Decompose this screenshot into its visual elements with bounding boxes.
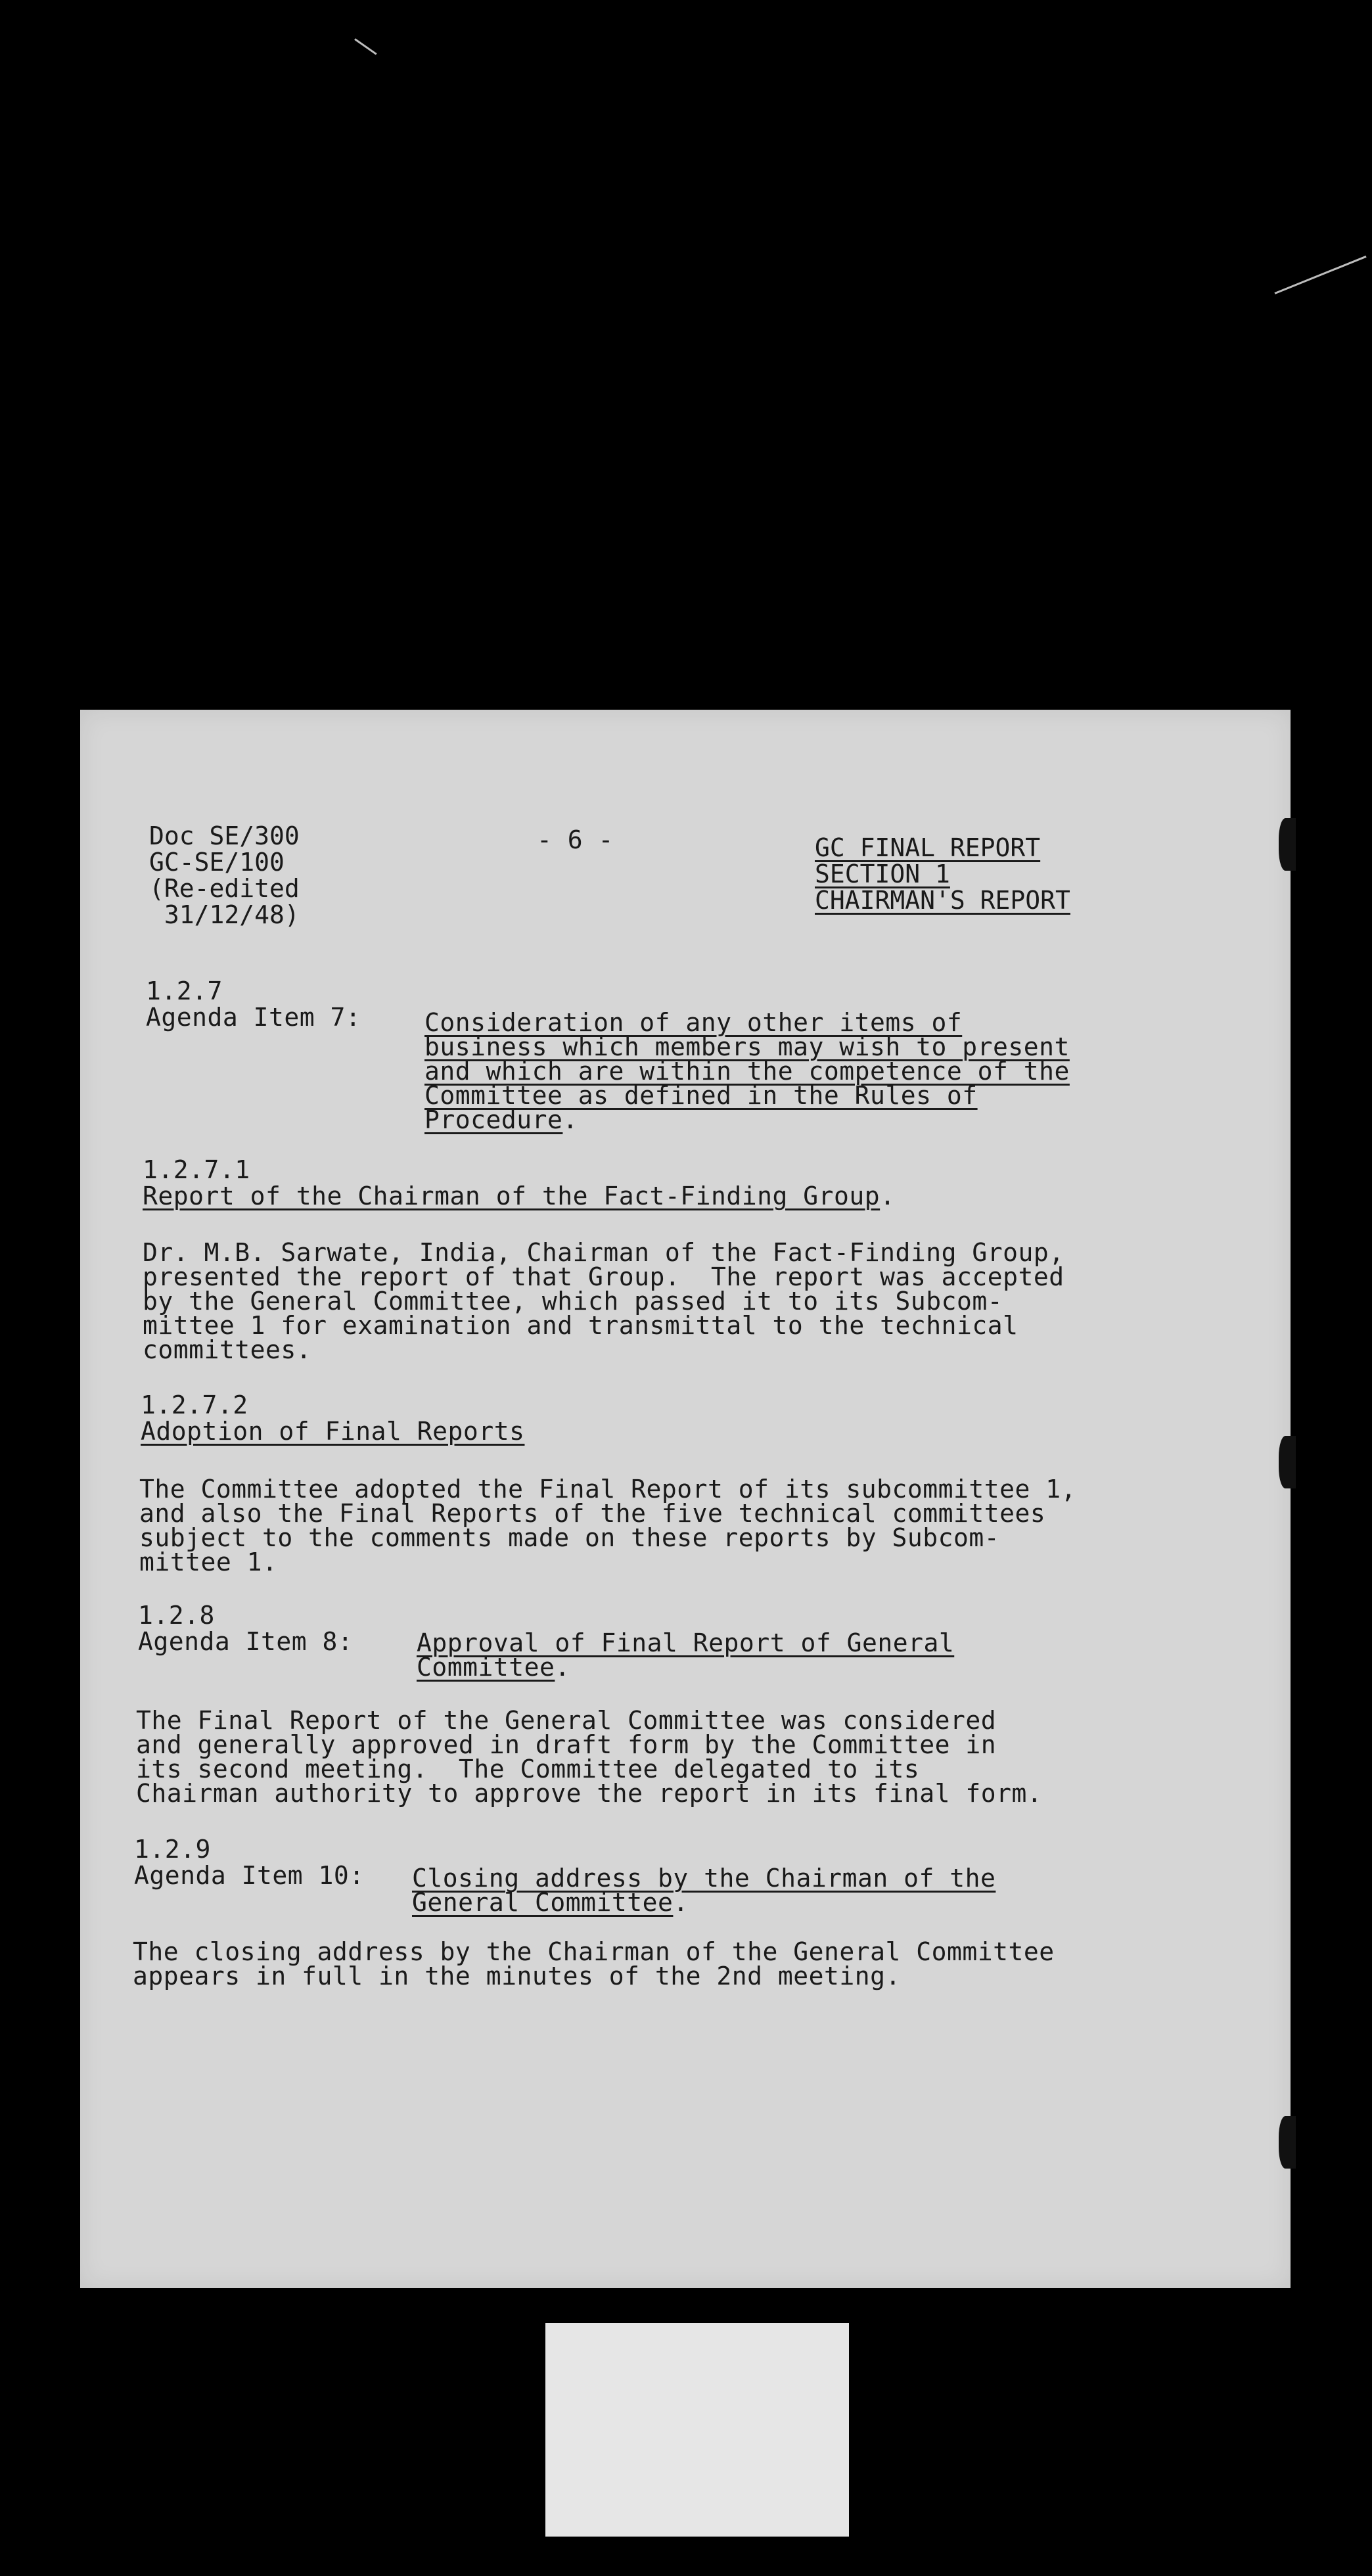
- body-line: subject to the comments made on these reports by Subcom-: [139, 1523, 1000, 1552]
- agenda-title-end: .: [562, 1105, 578, 1134]
- section-number: 1.2.7.2: [141, 1391, 248, 1419]
- body-line: committees.: [143, 1335, 312, 1364]
- agenda-title-end: .: [555, 1653, 570, 1682]
- agenda-title-line: Committee: [417, 1653, 555, 1682]
- body-line: The Committee adopted the Final Report of its subcommittee 1,: [139, 1475, 1077, 1504]
- section-body: [133, 1937, 1055, 1990]
- report-title-line: CHAIRMAN'S REPORT: [815, 886, 1070, 915]
- body-line: The closing address by the Chairman of the General Committee: [133, 1937, 1055, 1966]
- section-body: [139, 1477, 1076, 1575]
- agenda-title-line: Approval of Final Report of General: [417, 1628, 955, 1657]
- film-scratch: [354, 38, 377, 55]
- section-body: [143, 1238, 1064, 1364]
- body-line: Dr. M.B. Sarwate, India, Chairman of the Fact-Finding Group,: [143, 1238, 1064, 1267]
- body-line: and also the Final Reports of the five technical committees: [139, 1499, 1046, 1528]
- agenda-title-line: business which members may wish to present: [424, 1032, 1070, 1061]
- film-slip: [545, 2323, 849, 2537]
- body-line: mittee 1.: [139, 1548, 278, 1576]
- agenda-title: [417, 1628, 955, 1682]
- section-heading-end: .: [880, 1182, 896, 1210]
- body-line: presented the report of that Group. The report was accepted: [143, 1262, 1064, 1291]
- agenda-title-line: Consideration of any other items of: [424, 1008, 963, 1037]
- section-number: 1.2.7.1: [143, 1155, 250, 1184]
- document-page: [80, 710, 1291, 2288]
- report-title-line: GC FINAL REPORT: [815, 833, 1041, 862]
- section-number: 1.2.9: [134, 1835, 211, 1864]
- agenda-title-line: Procedure: [424, 1105, 563, 1134]
- section-number: 1.2.8: [138, 1601, 215, 1630]
- body-line: Chairman authority to approve the report in its final form.: [136, 1779, 1043, 1808]
- punch-hole: [1279, 1436, 1296, 1488]
- agenda-title-line: General Committee: [412, 1888, 674, 1917]
- doc-reference: [149, 823, 300, 928]
- doc-ref-line: 31/12/48): [149, 900, 300, 929]
- body-line: appears in full in the minutes of the 2nd meeting.: [133, 1962, 901, 1990]
- page-number: - 6 -: [537, 825, 614, 854]
- agenda-title: [412, 1866, 995, 1915]
- body-line: by the General Committee, which passed it to its Subcom-: [143, 1287, 1003, 1316]
- agenda-title-line: and which are within the competence of the: [424, 1057, 1070, 1086]
- agenda-title-line: Committee as defined in the Rules of: [424, 1081, 978, 1110]
- punch-hole: [1279, 818, 1296, 871]
- body-line: its second meeting. The Committee delegated to its: [136, 1755, 920, 1783]
- section-number: 1.2.7: [146, 977, 223, 1005]
- report-title-line: SECTION 1: [815, 860, 950, 888]
- agenda-title: [424, 1008, 1070, 1134]
- agenda-label: Agenda Item 10:: [134, 1861, 365, 1890]
- agenda-label: Agenda Item 8:: [138, 1627, 354, 1656]
- body-line: The Final Report of the General Committee was considered: [136, 1706, 997, 1735]
- report-title: [815, 835, 1070, 913]
- section-body: [136, 1706, 1043, 1808]
- section-heading: Adoption of Final Reports: [141, 1417, 525, 1446]
- section-heading: Report of the Chairman of the Fact-Finding Group: [143, 1182, 880, 1210]
- agenda-label: Agenda Item 7:: [146, 1003, 361, 1032]
- doc-ref-line: Doc SE/300: [149, 821, 300, 850]
- punch-hole: [1279, 2116, 1296, 2169]
- body-line: mittee 1 for examination and transmittal to the technical: [143, 1311, 1018, 1340]
- agenda-title-end: .: [673, 1888, 689, 1917]
- film-scratch: [1274, 256, 1366, 294]
- doc-ref-line: (Re-edited: [149, 874, 300, 903]
- agenda-title-line: Closing address by the Chairman of the: [412, 1864, 996, 1893]
- body-line: and generally approved in draft form by the Committee in: [136, 1730, 997, 1759]
- doc-ref-line: GC-SE/100: [149, 848, 285, 877]
